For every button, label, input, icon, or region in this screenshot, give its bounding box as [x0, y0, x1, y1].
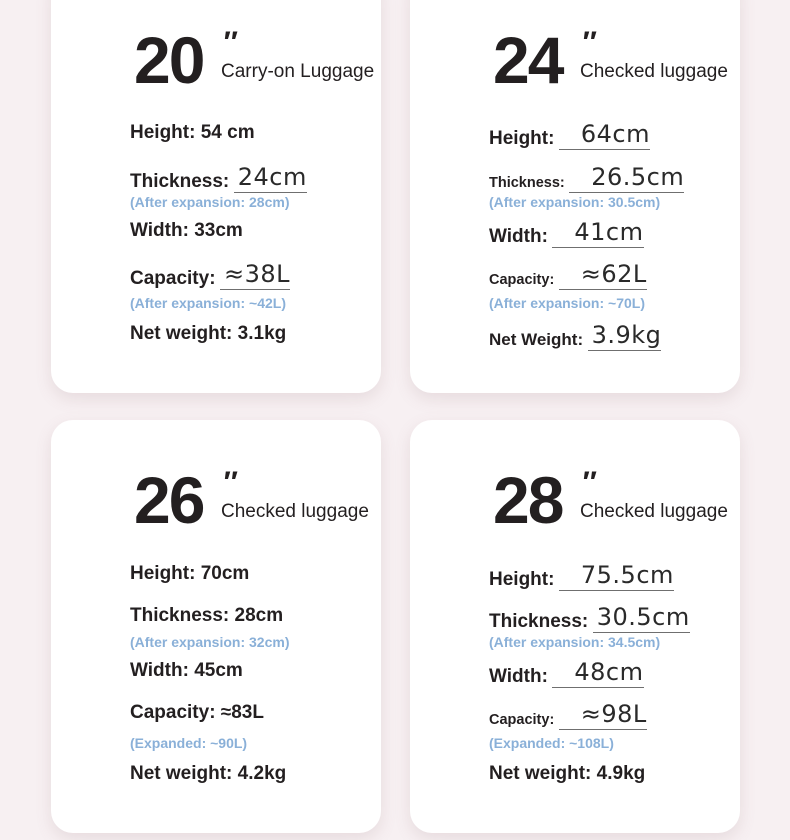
height-label: Height: — [489, 128, 555, 149]
size-number: 28 — [493, 463, 563, 537]
width-row — [130, 660, 243, 682]
thickness-row — [489, 165, 684, 193]
weight-label: Net Weight: — [489, 330, 584, 349]
height-row — [130, 563, 249, 585]
capacity-label: Capacity: ≈83L — [130, 702, 264, 723]
capacity-value: ≈62L — [559, 260, 647, 290]
height-value: 75.5cm — [559, 561, 674, 591]
width-row — [489, 220, 644, 248]
capacity-note-row — [130, 295, 286, 313]
capacity-row — [130, 702, 264, 724]
capacity-note: (Expanded: ~108L) — [489, 735, 614, 751]
weight-row — [489, 323, 661, 351]
inch-mark: ″ — [581, 466, 596, 499]
thickness-row — [130, 605, 283, 627]
size-number: 24 — [493, 23, 563, 97]
thickness-note-row — [489, 634, 660, 652]
weight-row — [130, 323, 286, 345]
width-value: 41cm — [552, 218, 643, 248]
capacity-note-row — [489, 735, 614, 753]
weight-row — [489, 763, 645, 785]
height-label: Height: 54 cm — [130, 122, 255, 143]
thickness-label: Thickness: — [489, 175, 565, 191]
luggage-card-20 — [51, 0, 381, 393]
luggage-type: Checked luggage — [580, 501, 728, 522]
thickness-note: (After expansion: 32cm) — [130, 634, 290, 650]
capacity-note-row — [130, 735, 247, 753]
weight-label: Net weight: 3.1kg — [130, 323, 287, 344]
capacity-row — [130, 262, 290, 290]
weight-row — [130, 763, 286, 785]
weight-label: Net weight: 4.2kg — [130, 763, 287, 784]
thickness-note-row — [130, 194, 289, 212]
thickness-value: 30.5cm — [593, 603, 690, 633]
width-row — [489, 660, 644, 688]
thickness-note-row — [130, 634, 289, 652]
capacity-note-row — [489, 295, 645, 313]
capacity-note: (Expanded: ~90L) — [130, 735, 248, 751]
capacity-label: Capacity: — [489, 712, 555, 728]
thickness-label: Thickness: — [130, 171, 230, 192]
capacity-row — [489, 702, 647, 730]
luggage-card-28 — [410, 420, 740, 833]
capacity-value: ≈38L — [220, 260, 290, 290]
capacity-note: (After expansion: ~70L) — [489, 295, 645, 311]
luggage-type: Carry-on Luggage — [221, 61, 375, 82]
thickness-label: Thickness: 28cm — [130, 605, 284, 626]
thickness-value: 24cm — [234, 163, 307, 193]
height-row — [489, 563, 674, 591]
height-label: Height: 70cm — [130, 563, 250, 584]
capacity-value: ≈98L — [559, 700, 647, 730]
width-label: Width: 45cm — [130, 660, 243, 681]
capacity-label: Capacity: — [489, 272, 555, 288]
capacity-row — [489, 262, 647, 290]
thickness-note: (After expansion: 34.5cm) — [489, 634, 661, 650]
thickness-label: Thickness: — [489, 611, 589, 632]
luggage-card-24 — [410, 0, 740, 393]
width-label: Width: — [489, 666, 548, 687]
size-number: 26 — [134, 463, 204, 537]
luggage-card-26 — [51, 420, 381, 833]
inch-mark: ″ — [222, 26, 237, 59]
height-label: Height: — [489, 569, 555, 590]
thickness-row — [130, 165, 307, 193]
thickness-note-row — [489, 194, 660, 212]
thickness-value: 26.5cm — [569, 163, 684, 193]
width-value: 48cm — [552, 658, 643, 688]
width-label: Width: 33cm — [130, 220, 243, 241]
luggage-type: Checked luggage — [580, 61, 728, 82]
width-label: Width: — [489, 226, 548, 247]
thickness-note: (After expansion: 28cm) — [130, 194, 290, 210]
weight-value: 3.9kg — [588, 321, 662, 351]
inch-mark: ″ — [581, 26, 596, 59]
thickness-note: (After expansion: 30.5cm) — [489, 194, 661, 210]
capacity-note: (After expansion: ~42L) — [130, 295, 286, 311]
height-row — [130, 122, 255, 144]
height-value: 64cm — [559, 120, 650, 150]
thickness-row — [489, 605, 690, 633]
height-row — [489, 122, 650, 150]
weight-label: Net weight: 4.9kg — [489, 763, 646, 784]
inch-mark: ″ — [222, 466, 237, 499]
luggage-type: Checked luggage — [221, 501, 369, 522]
width-row — [130, 220, 243, 242]
size-number: 20 — [134, 23, 204, 97]
capacity-label: Capacity: — [130, 268, 216, 289]
